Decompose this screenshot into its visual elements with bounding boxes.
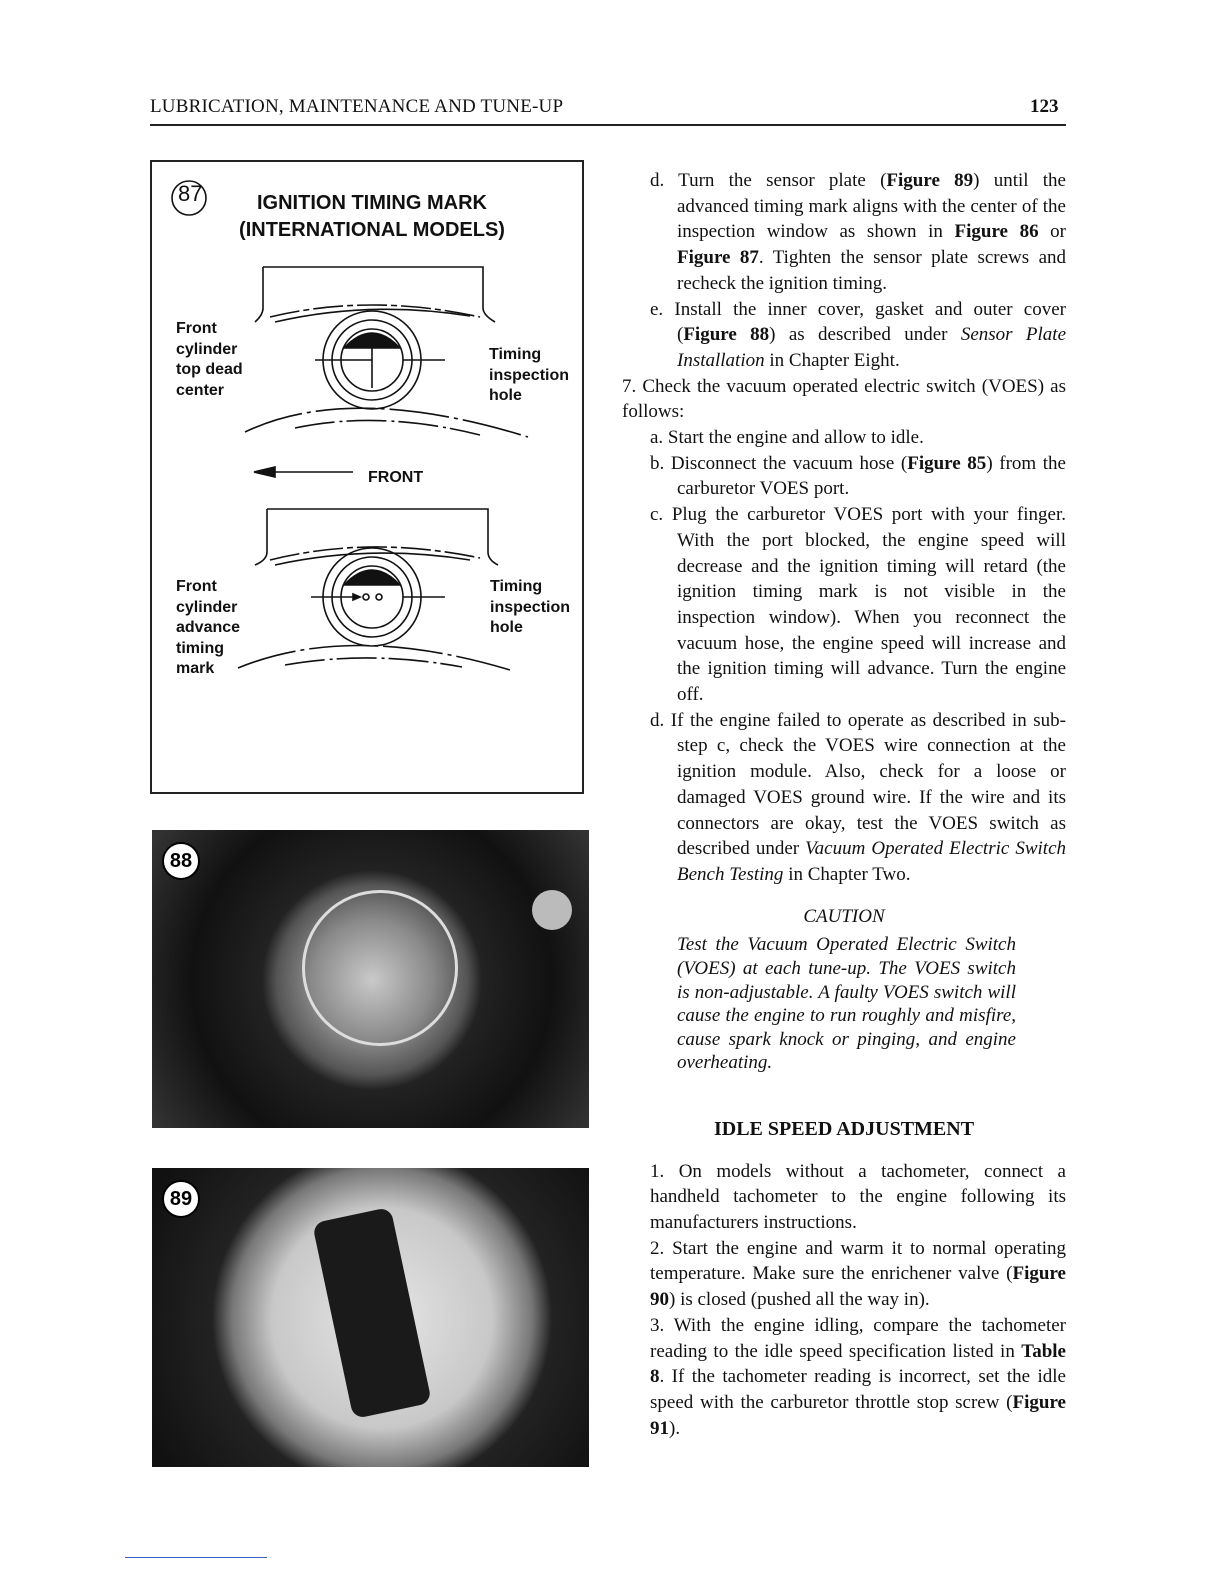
label-timing-hole-top: Timing inspection hole: [489, 346, 570, 405]
paragraph: [622, 1159, 1066, 1236]
paragraph: [622, 425, 1066, 451]
label-timing-hole-bottom: Timing inspection hole: [490, 578, 571, 637]
paragraph: [622, 502, 1066, 708]
sensor-plate-connector: [312, 1207, 432, 1419]
diagram-title-line1: IGNITION TIMING MARK: [257, 192, 487, 214]
text-run: e. Install the inner cover, gasket and outer cover (: [650, 298, 1066, 346]
figure-88-badge: 88: [162, 842, 200, 880]
paragraph: [622, 1313, 1066, 1442]
text-run: or: [1038, 221, 1066, 243]
footer-line: [125, 1557, 267, 1558]
text-run: ) is closed (pushed all the way in).: [669, 1289, 930, 1311]
caution-body: Test the Vacuum Operated Electric Switch (VOES) at each tune-up. The VOES switch is non-adjustable. A faulty VOES switch will cause the engine to run roughly and misfire, cause spark knock or pinging, and engine overheating.: [677, 934, 1016, 1074]
figure-87-diagram: [150, 160, 584, 794]
text-run: 2. Start the engine and warm it to normal operating temperature. Make sure the enrichener valve (: [650, 1237, 1066, 1285]
paragraph: [622, 168, 1066, 297]
figure-89-photo: [152, 1168, 589, 1467]
text-run: ) as described under: [769, 324, 961, 346]
label-advance-mark: Front cylinder advance timing mark: [176, 578, 241, 678]
body-text-column: [622, 168, 1066, 1441]
text-run: in Chapter Eight.: [764, 349, 900, 371]
figure-reference: Figure 85: [907, 452, 987, 474]
cross-reference: Vacuum Operated Electric Switch Bench Testing: [677, 838, 1067, 885]
text-run: in Chapter Two.: [783, 863, 911, 885]
figure-reference: Table 8: [650, 1340, 1066, 1388]
text-run: ) from the carburetor VOES port.: [677, 452, 1066, 500]
text-run: c. Plug the carburetor VOES port with your finger. With the port blocked, the engine speed will decrease and the ignition timing will retard (the ignition timing mark is not visible in the inspection window). When you reconnect the vacuum hose, the engine speed will increase and the ignition timing will advance. Turn the engine off.: [650, 504, 1066, 706]
caution-heading: CAUTION: [803, 905, 885, 927]
paragraph: [622, 451, 1066, 502]
page-number: 123: [1030, 96, 1059, 117]
text-run: 1. On models without a tachometer, connect a handheld tachometer to the engine following its manufacturers instructions.: [650, 1160, 1066, 1234]
text-run: . Tighten the sensor plate screws and recheck the ignition timing.: [677, 247, 1066, 294]
text-run: 7. Check the vacuum operated electric switch (VOES) as follows:: [622, 375, 1066, 423]
top-housing-left: [255, 267, 263, 322]
figure-number: 87: [178, 181, 203, 206]
text-run: d. If the engine failed to operate as described in sub-step c, check the VOES wire connection at the ignition module. Also, check for a loose or damaged VOES ground wire. If the wire and its connectors are okay, test the VOES switch as described under: [650, 709, 1066, 860]
section-heading-idle-speed: IDLE SPEED ADJUSTMENT: [713, 1117, 975, 1140]
text-run: ) until the advanced timing mark aligns with the center of the inspection window as shown in: [677, 170, 1066, 243]
figure-reference: Figure 86: [954, 221, 1039, 243]
figure-reference: Figure 87: [677, 247, 759, 269]
figure-88-photo: [152, 830, 589, 1128]
label-front-arrow: FRONT: [368, 469, 424, 486]
diagram-title-line2: (INTERNATIONAL MODELS): [239, 219, 505, 241]
text-run: 3. With the engine idling, compare the tachometer reading to the idle speed specification listed in: [650, 1314, 1066, 1362]
label-tdc: Front cylinder top dead center: [176, 320, 243, 399]
bolt: [532, 890, 572, 930]
paragraph: [622, 374, 1066, 425]
figure-reference: Figure 89: [886, 170, 974, 191]
text-run: b. Disconnect the vacuum hose (: [650, 452, 908, 474]
figure-reference: Figure 90: [650, 1263, 1066, 1311]
header-rule: [150, 124, 1066, 126]
running-header-section: LUBRICATION, MAINTENANCE AND TUNE-UP: [150, 96, 564, 117]
text-run: . If the tachometer reading is incorrect, set the idle speed with the carburetor throttle stop screw (: [650, 1366, 1066, 1413]
figure-reference: Figure 88: [683, 324, 770, 346]
cross-reference: Sensor Plate Installation: [677, 324, 1067, 371]
figure-reference: Figure 91: [650, 1391, 1066, 1439]
text-run: a. Start the engine and allow to idle.: [650, 427, 924, 449]
figure-89-badge: 89: [162, 1180, 200, 1218]
paragraph: [622, 708, 1066, 888]
text-run: d. Turn the sensor plate (: [650, 170, 887, 191]
paragraph: [622, 1236, 1066, 1313]
paragraph: [622, 297, 1066, 374]
text-run: ).: [669, 1417, 681, 1439]
sensor-cover: [302, 890, 458, 1046]
